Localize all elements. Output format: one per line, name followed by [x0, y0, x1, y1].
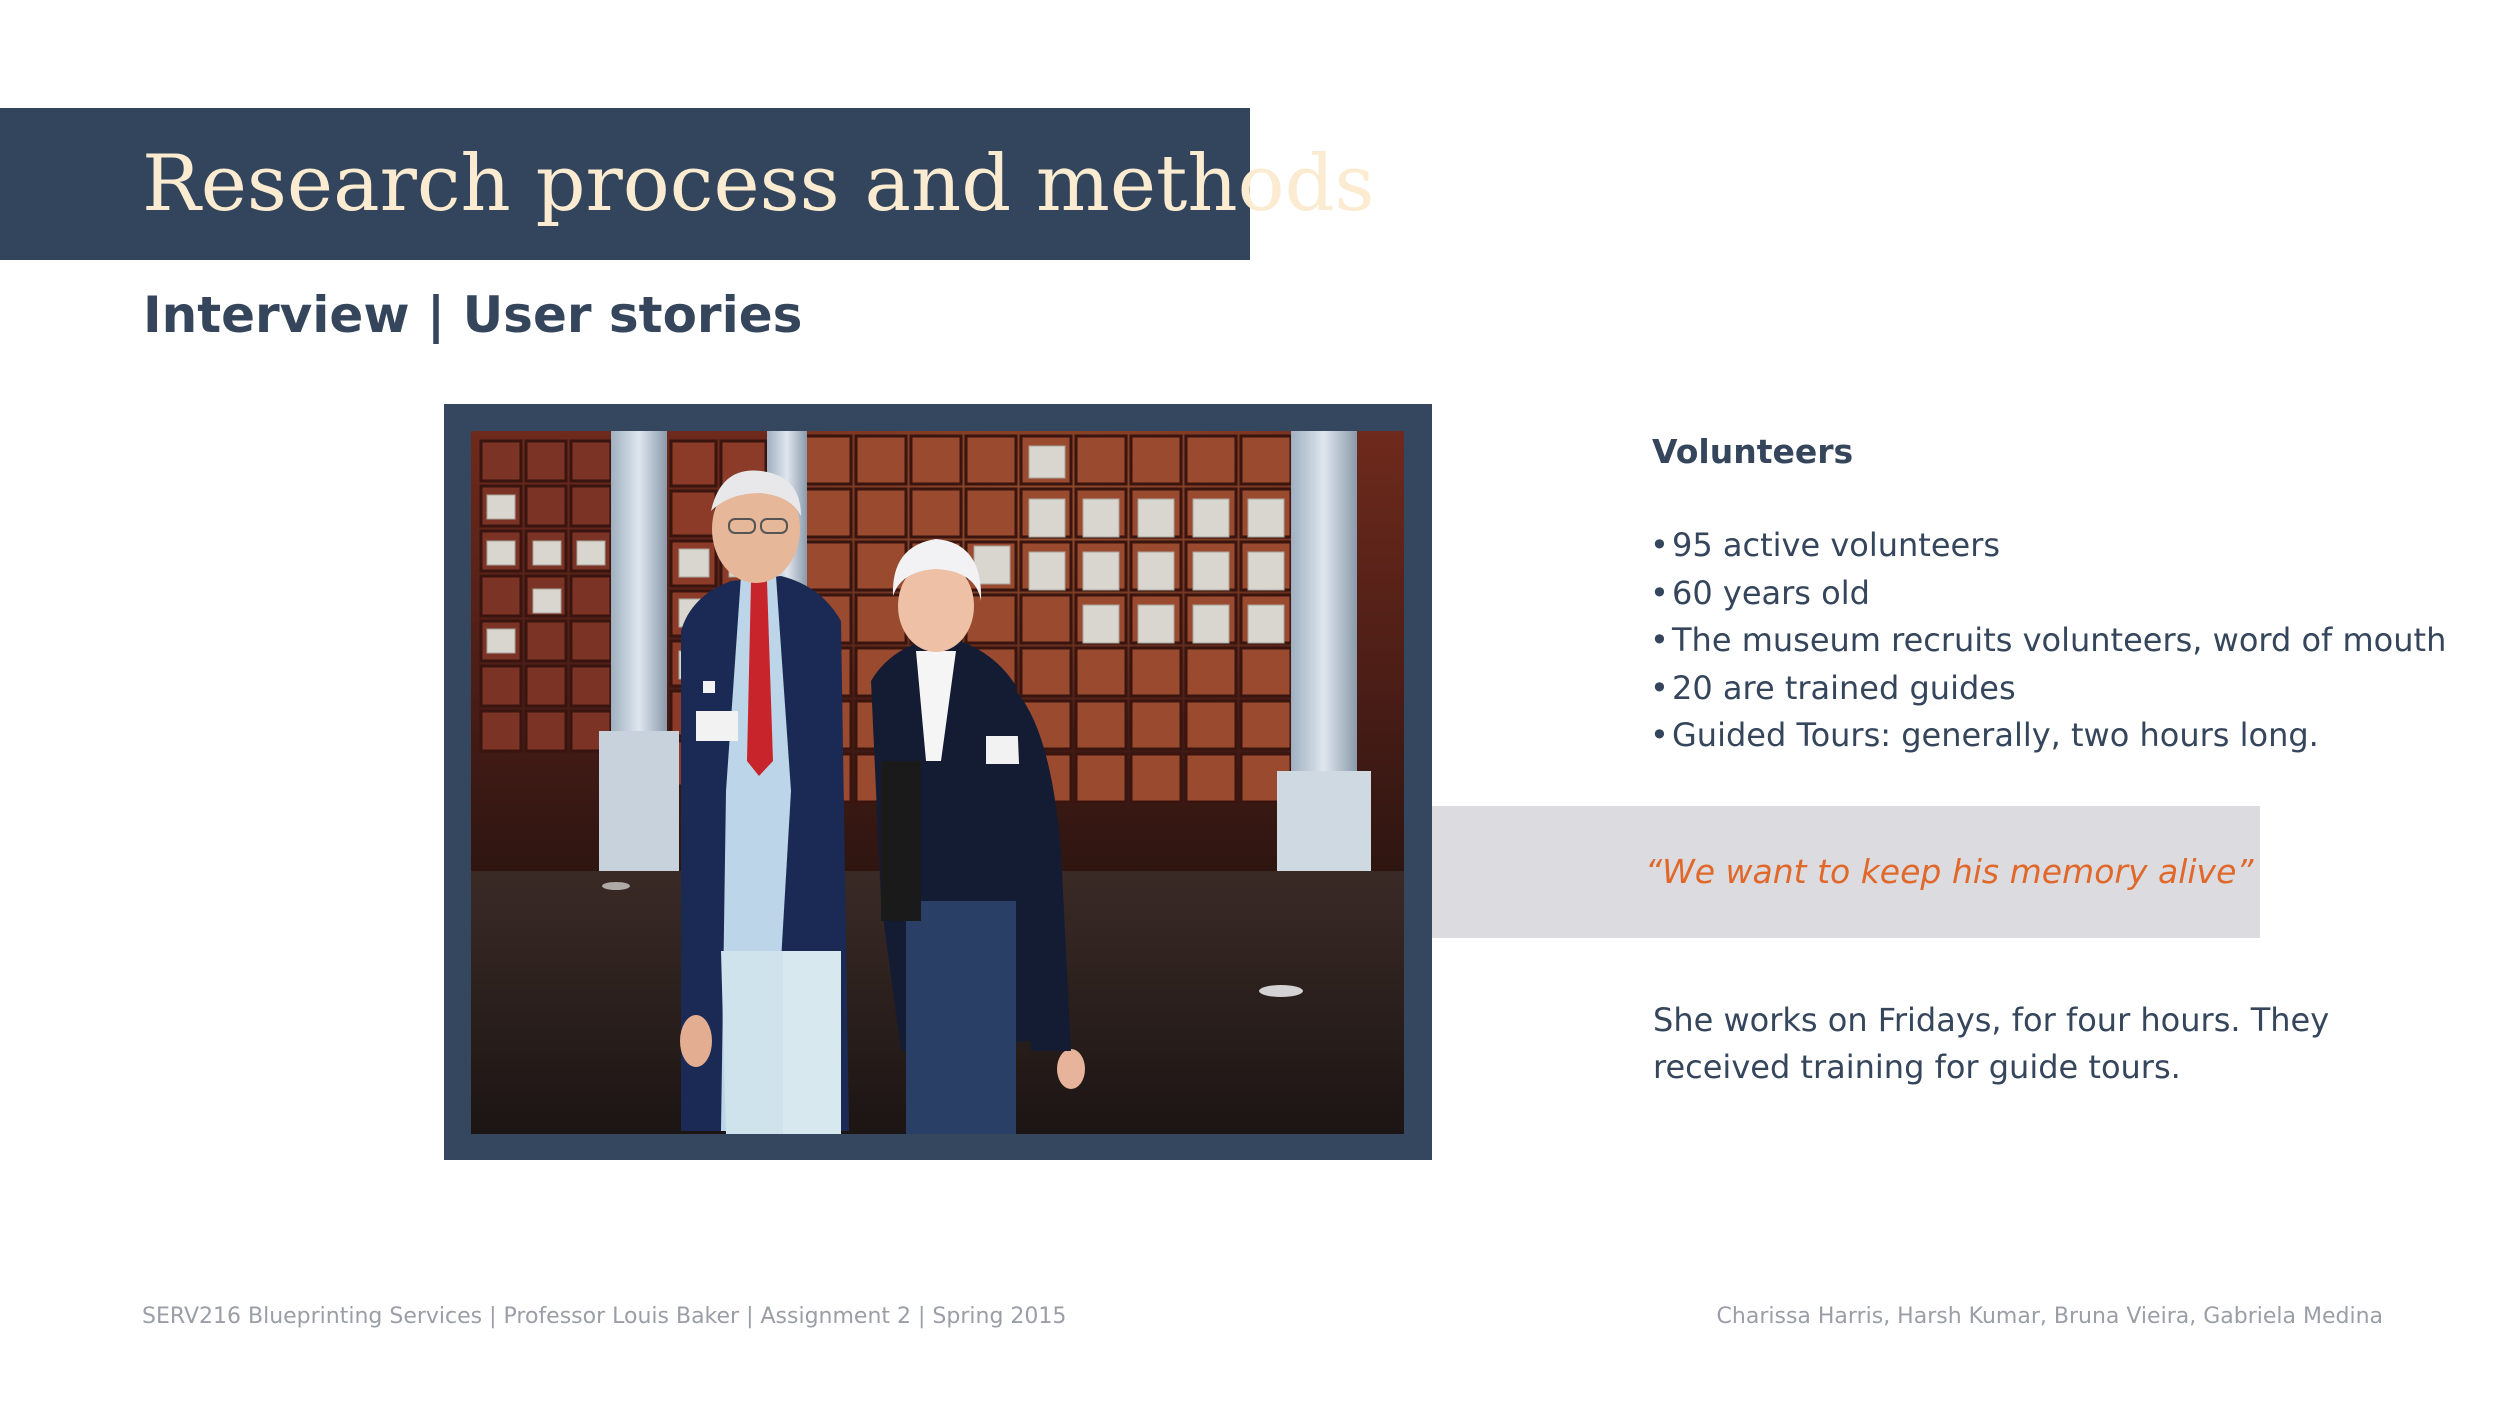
- list-item: [1650, 617, 2446, 665]
- list-item: [1650, 665, 2446, 713]
- bullet-icon: •: [1650, 716, 1669, 754]
- bullet-icon: •: [1650, 668, 1669, 707]
- footer-course-info: SERV216 Blueprinting Services | Professor Louis Baker | Assignment 2 | Spring 2015: [142, 1304, 1067, 1329]
- volunteers-photo: [471, 431, 1404, 1134]
- bullet-icon: •: [1650, 526, 1669, 564]
- slide-subtitle: Interview | User stories: [143, 286, 803, 344]
- photo-frame: [444, 404, 1432, 1160]
- slide-title: Research process and methods: [142, 139, 1375, 229]
- interview-note: She works on Fridays, for four hours. They received training for guide tours.: [1653, 1001, 2330, 1086]
- volunteers-list: [1650, 522, 2446, 760]
- bullet-icon: •: [1650, 621, 1669, 659]
- list-item-text: The museum recruits volunteers, word of mouth: [1672, 621, 2447, 659]
- bullet-icon: •: [1650, 573, 1669, 612]
- footer-authors: Charissa Harris, Harsh Kumar, Bruna Vieira, Gabriela Medina: [1716, 1304, 2383, 1329]
- pull-quote: “We want to keep his memory alive”: [1645, 852, 2254, 891]
- list-item: [1650, 712, 2446, 760]
- list-item-text: 95 active volunteers: [1672, 526, 2001, 564]
- list-item-text: Guided Tours: generally, two hours long.: [1672, 716, 2319, 754]
- list-item-text: 60 years old: [1672, 573, 1870, 612]
- list-item: [1650, 570, 2446, 618]
- volunteers-heading: Volunteers: [1652, 432, 1854, 471]
- list-item: [1650, 522, 2446, 570]
- list-item-text: 20 are trained guides: [1672, 668, 2016, 707]
